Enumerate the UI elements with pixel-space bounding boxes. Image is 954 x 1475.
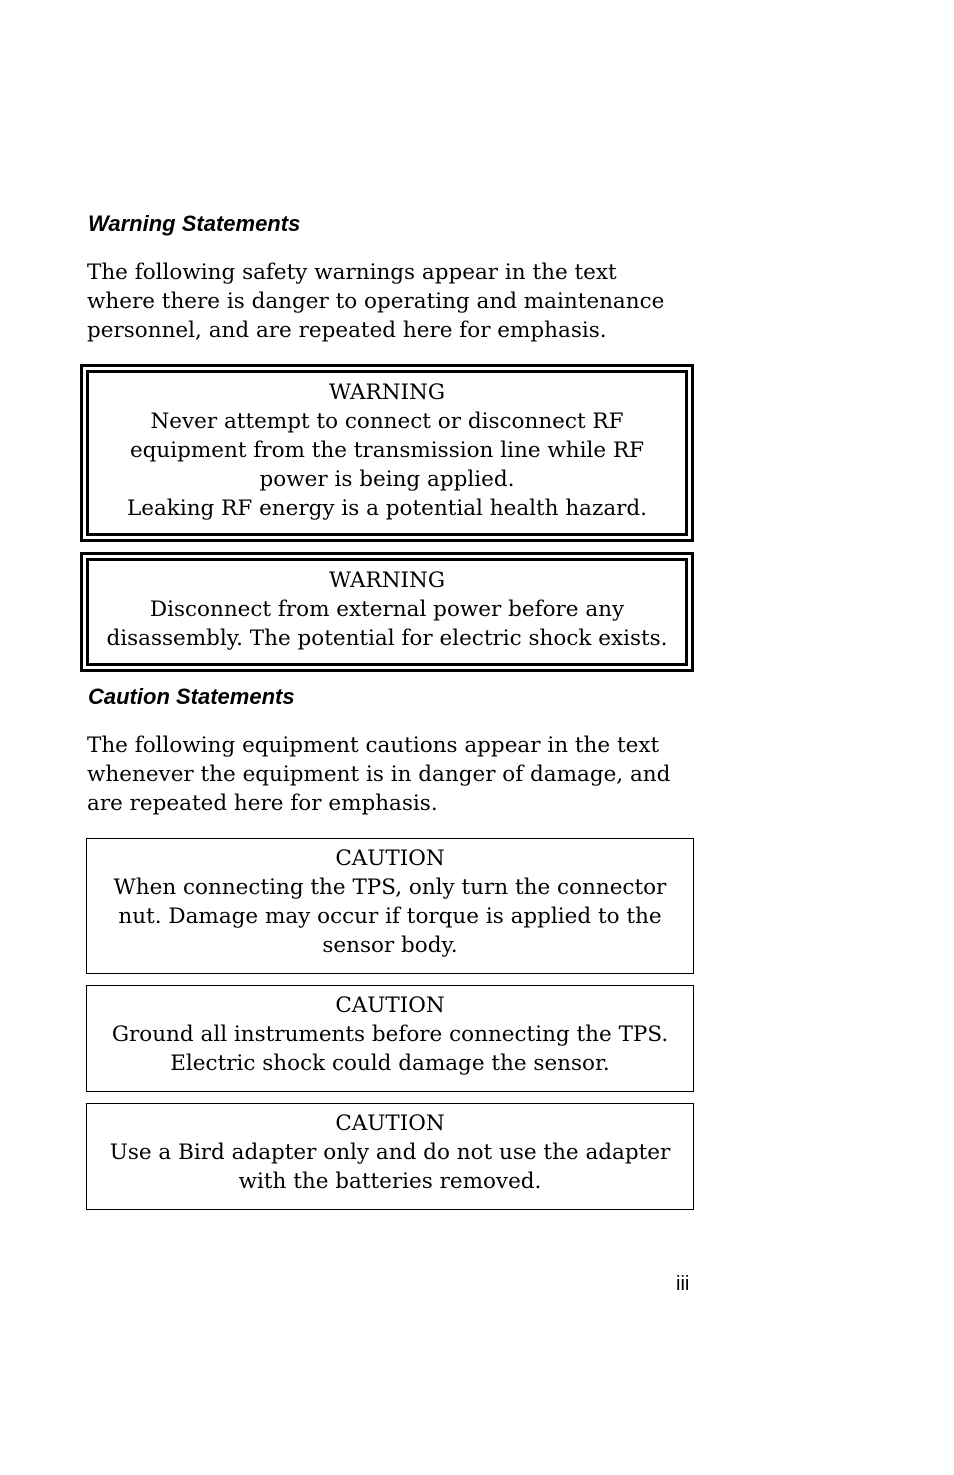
caution-text-line: sensor body.: [322, 933, 458, 958]
warning-statements-heading: Warning Statements: [88, 211, 301, 236]
warning-intro-line: where there is danger to operating and maintenance: [87, 289, 665, 314]
caution-text-line: Electric shock could damage the sensor.: [170, 1051, 610, 1076]
page-number: iii: [676, 1273, 690, 1295]
warning-text-line: Disconnect from external power before any: [149, 597, 625, 622]
warning-box-inner: [86, 558, 688, 666]
caution-box-connector: [86, 838, 694, 974]
warning-text-line: equipment from the transmission line while RF: [129, 438, 645, 463]
caution-title: CAUTION: [335, 1111, 445, 1136]
warning-text-line: Leaking RF energy is a potential health hazard.: [126, 496, 648, 521]
warning-text-line: disassembly. The potential for electric shock exists.: [106, 626, 668, 651]
warning-intro-line: personnel, and are repeated here for emphasis.: [87, 318, 607, 343]
warning-title: WARNING: [328, 568, 446, 593]
warning-box-rf: [80, 364, 694, 542]
caution-text-line: with the batteries removed.: [238, 1169, 542, 1194]
warning-text-line: power is being applied.: [259, 467, 515, 492]
caution-box-ground: [86, 985, 694, 1092]
caution-text-line: nut. Damage may occur if torque is applied to the: [118, 904, 662, 929]
caution-title: CAUTION: [335, 993, 445, 1018]
warning-text-line: Never attempt to connect or disconnect RF: [150, 409, 624, 434]
warning-intro-line: The following safety warnings appear in the text: [87, 260, 617, 285]
caution-text-line: When connecting the TPS, only turn the connector: [113, 875, 667, 900]
warning-box-inner: [86, 370, 688, 536]
caution-box-adapter: [86, 1103, 694, 1210]
caution-intro-paragraph: [87, 731, 697, 818]
caution-text-line: Ground all instruments before connecting the TPS.: [111, 1022, 669, 1047]
caution-text-line: Use a Bird adapter only and do not use the adapter: [109, 1140, 671, 1165]
caution-intro-line: The following equipment cautions appear in the text: [87, 733, 660, 758]
caution-statements-heading: Caution Statements: [88, 684, 295, 709]
warning-box-power: [80, 552, 694, 672]
caution-intro-line: whenever the equipment is in danger of damage, and: [87, 762, 671, 787]
caution-title: CAUTION: [335, 846, 445, 871]
warning-intro-paragraph: [87, 258, 697, 345]
caution-intro-line: are repeated here for emphasis.: [87, 791, 438, 816]
warning-title: WARNING: [328, 380, 446, 405]
